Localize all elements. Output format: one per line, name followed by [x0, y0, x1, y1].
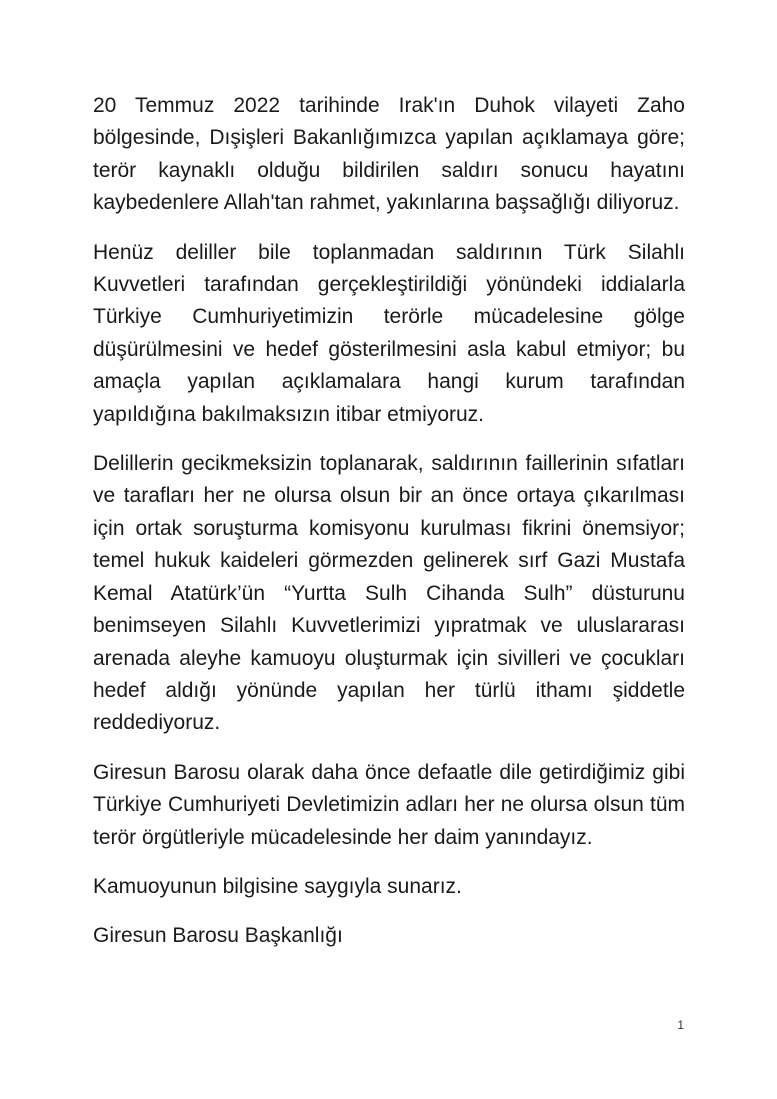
paragraph-support: Giresun Barosu olarak daha önce defaatle dile getirdiğimiz gibi Türkiye Cumhuriyeti Devletimizin adları her ne olursa olsun tüm terör örgütleriyle mücadelesinde her daim yanındayız.	[93, 760, 685, 849]
document-body	[93, 90, 685, 970]
paragraph-investigation: Delillerin gecikmeksizin toplanarak, saldırının faillerinin sıfatları ve tarafları her ne olursa olsun bir an önce ortaya çıkarılması için ortak soruşturma komisyonu kurulması fikrini önemsiyor; temel hukuk kaideleri görmezden gelinerek sırf Gazi Mustafa Kemal Atatürk’ün “Yurtta Sulh Cihanda Sulh” düsturunu benimseyen Silahlı Kuvvetlerimizi yıpratmak ve uluslararası arenada aleyhe kamuoyu oluşturmak için sivilleri ve çocukları hedef aldığı yönünde yapılan her türlü ithamı şiddetle reddediyoruz.	[93, 452, 685, 735]
closing-line: Kamuoyunun bilgisine saygıyla sunarız.	[93, 874, 462, 898]
paragraph-condolence: 20 Temmuz 2022 tarihinde Irak'ın Duhok vilayeti Zaho bölgesinde, Dışişleri Bakanlığımızca yapılan açıklamaya göre; terör kaynaklı olduğu bildirilen saldırı sonucu hayatını kaybedenlere Allah'tan rahmet, yakınlarına başsağlığı diliyoruz.	[93, 94, 685, 215]
signature-line: Giresun Barosu Başkanlığı	[93, 924, 343, 948]
page-number: 1	[677, 1018, 684, 1032]
paragraph-allegations: Henüz deliller bile toplanmadan saldırının Türk Silahlı Kuvvetleri tarafından gerçekleştirildiği yönündeki iddialarla Türkiye Cumhuriyetimizin terörle mücadelesine gölge düşürülmesini ve hedef gösterilmesini asla kabul etmiyor; bu amaçla yapılan açıklamalara hangi kurum tarafından yapıldığına bakılmaksızın itibar etmiyoruz.	[93, 240, 685, 426]
